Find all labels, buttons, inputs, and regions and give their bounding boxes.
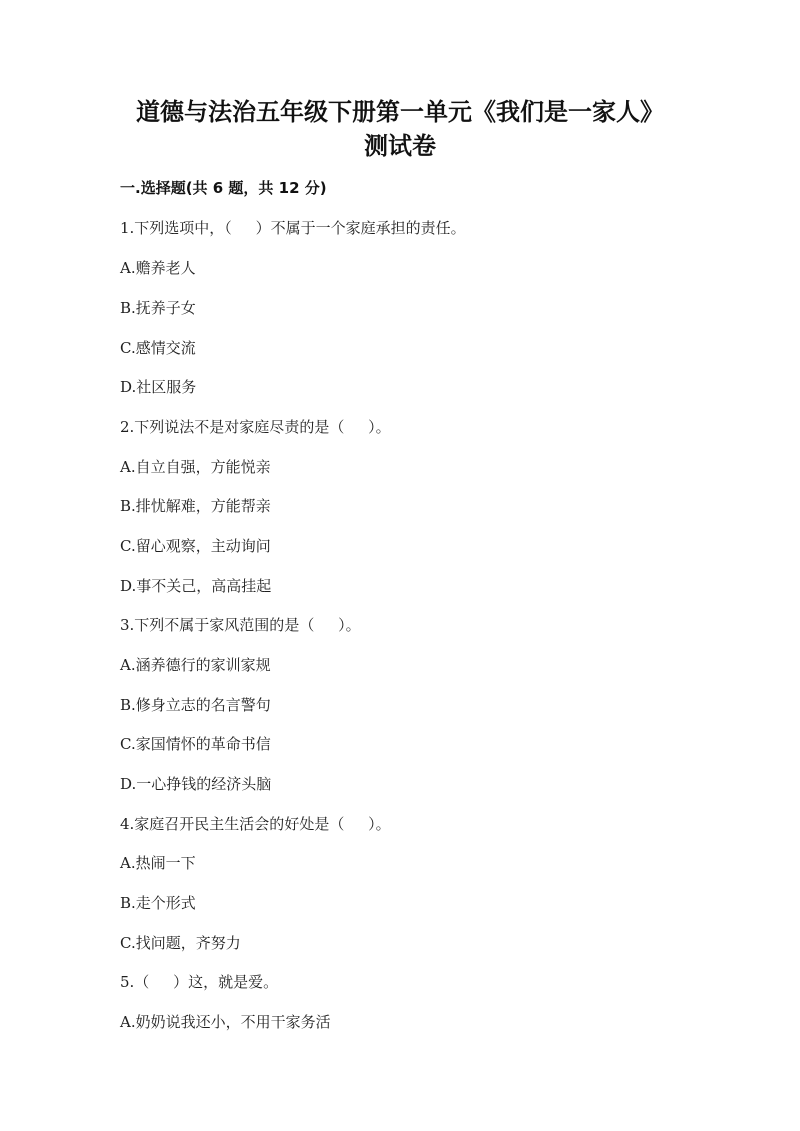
q2-option-a: A.自立自强，方能悦亲 bbox=[120, 458, 271, 476]
question-1: 1.下列选项中，（ ）不属于一个家庭承担的责任。 bbox=[120, 219, 466, 237]
q5-option-a: A.奶奶说我还小，不用干家务活 bbox=[120, 1013, 331, 1031]
q3-option-a: A.涵养德行的家训家规 bbox=[120, 656, 271, 674]
question-3: 3.下列不属于家风范围的是（ ）。 bbox=[120, 616, 361, 634]
q1-option-b: B.抚养子女 bbox=[120, 299, 196, 317]
q2-option-b: B.排忧解难，方能帮亲 bbox=[120, 497, 271, 515]
document-title-line-1: 道德与法治五年级下册第一单元《我们是一家人》 bbox=[136, 98, 664, 126]
q1-option-a: A.赡养老人 bbox=[120, 259, 196, 277]
document-title-line-2: 测试卷 bbox=[364, 132, 436, 160]
question-4: 4.家庭召开民主生活会的好处是（ ）。 bbox=[120, 815, 391, 833]
q2-option-c: C.留心观察，主动询问 bbox=[120, 537, 271, 555]
q4-option-a: A.热闹一下 bbox=[120, 854, 196, 872]
q3-option-b: B.修身立志的名言警句 bbox=[120, 696, 271, 714]
q1-option-d: D.社区服务 bbox=[120, 378, 197, 396]
question-2: 2.下列说法不是对家庭尽责的是（ ）。 bbox=[120, 418, 391, 436]
q3-option-c: C.家国情怀的革命书信 bbox=[120, 735, 271, 753]
q2-option-d: D.事不关己，高高挂起 bbox=[120, 577, 272, 595]
q3-option-d: D.一心挣钱的经济头脑 bbox=[120, 775, 272, 793]
q4-option-b: B.走个形式 bbox=[120, 894, 196, 912]
q1-option-c: C.感情交流 bbox=[120, 339, 196, 357]
section-heading: 一.选择题(共 6 题，共 12 分) bbox=[120, 179, 327, 197]
q4-option-c: C.找问题，齐努力 bbox=[120, 934, 241, 952]
question-5: 5.（ ）这，就是爱。 bbox=[120, 973, 279, 991]
